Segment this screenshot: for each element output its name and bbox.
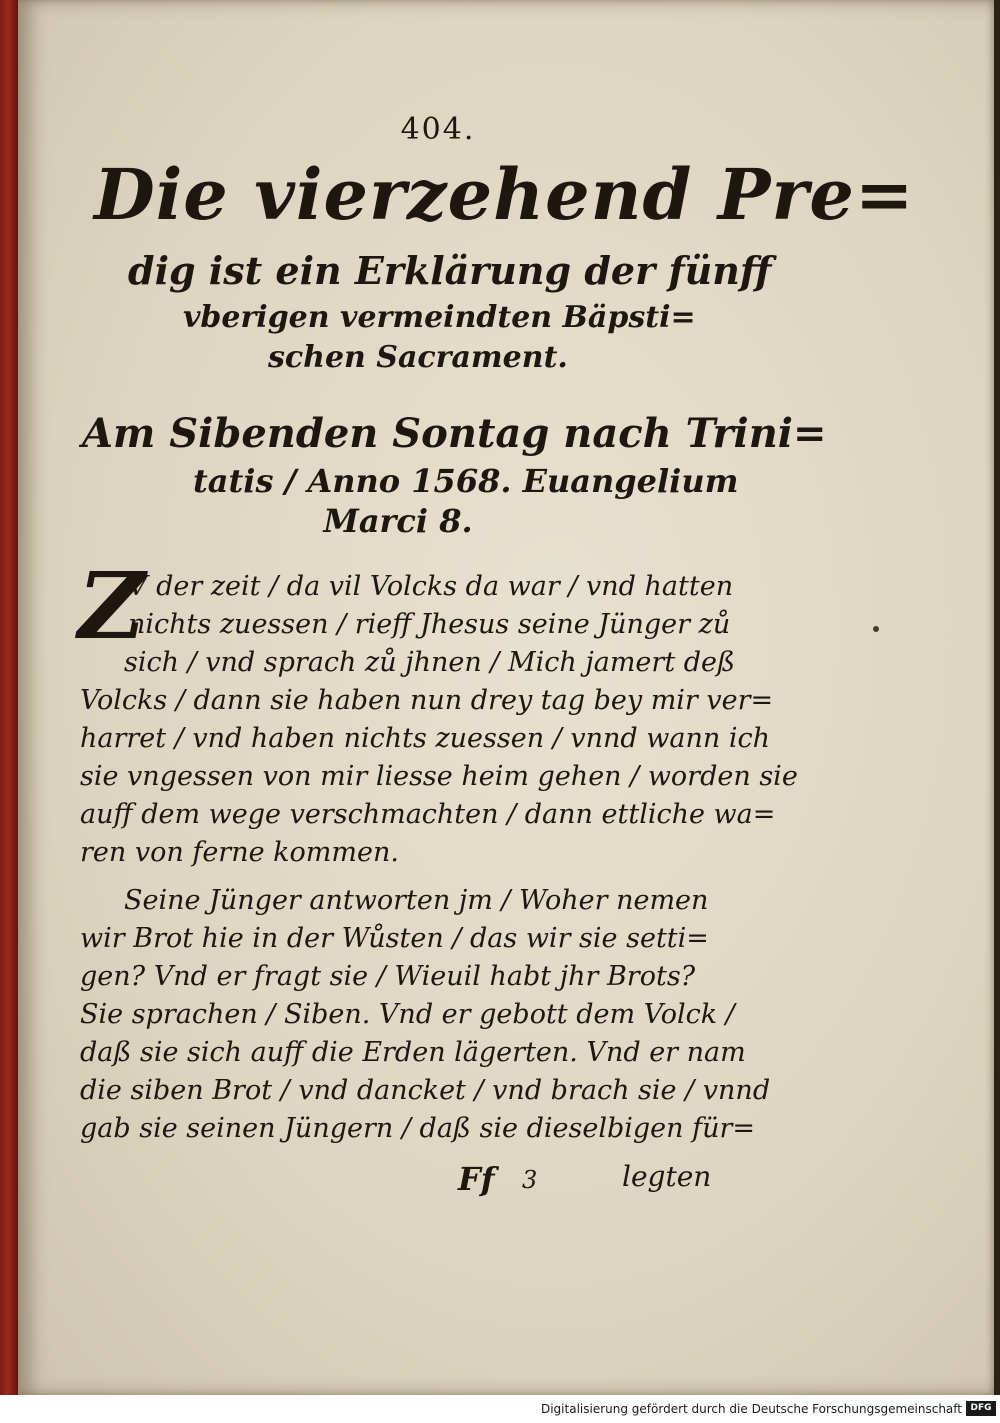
- paragraph-1-line: nichts zuessen / rieff Jhesus seine Jünger zů: [128, 609, 731, 640]
- paragraph-2-line: gen? Vnd er fragt sie / Wieuil habt jhr Brots?: [80, 961, 696, 992]
- title-line-3: vberigen vermeindten Bäpsti=: [183, 300, 696, 335]
- paragraph-2-line: Sie sprachen / Siben. Vnd er gebott dem Volck /: [80, 999, 735, 1030]
- signature-mark: Ff: [458, 1160, 495, 1198]
- paragraph-1-line: V der zeit / da vil Volcks da war / vnd hatten: [128, 571, 734, 602]
- dfg-logo: DFG: [966, 1401, 996, 1416]
- paragraph-1-line: ren von ferne kommen.: [80, 837, 399, 868]
- paragraph-1-line: sie vngessen von mir liesse heim gehen / worden sie: [80, 761, 798, 792]
- paragraph-1-line: harret / vnd haben nichts zuessen / vnnd wann ich: [80, 723, 770, 754]
- subtitle-line-3: Marci 8.: [323, 502, 473, 540]
- catchword: legten: [622, 1160, 712, 1193]
- footer-credit: Digitalisierung gefördert durch die Deutsche Forschungsgemeinschaft: [540, 1402, 962, 1416]
- page-number: 404.: [400, 112, 476, 147]
- paragraph-1-line: auff dem wege verschmachten / dann ettliche wa=: [80, 799, 776, 830]
- paragraph-2-line: die siben Brot / vnd dancket / vnd brach sie / vnnd: [80, 1075, 771, 1106]
- paragraph-1-line: Volcks / dann sie haben nun drey tag bey mir ver=: [80, 685, 774, 716]
- footer-bar: [0, 1395, 1000, 1423]
- drop-cap-initial: Z: [78, 552, 146, 660]
- signature-number: 3: [522, 1166, 538, 1194]
- title-line-2: dig ist ein Erklärung der fünff: [128, 248, 772, 293]
- paragraph-2-line: gab sie seinen Jüngern / daß sie dieselbigen für=: [80, 1113, 756, 1144]
- subtitle-line-2: tatis / Anno 1568. Euangelium: [193, 462, 739, 500]
- subtitle-line-1: Am Sibenden Sontag nach Trini=: [82, 410, 827, 457]
- title-line-4: schen Sacrament.: [268, 340, 568, 375]
- paragraph-2-line: daß sie sich auff die Erden lägerten. Vnd er nam: [80, 1037, 746, 1068]
- paragraph-1-line: sich / vnd sprach zů jhnen / Mich jamert deß: [124, 647, 736, 678]
- book-page: [18, 0, 994, 1395]
- ink-speck: [873, 626, 879, 632]
- paragraph-1: [80, 568, 798, 872]
- paragraph-2-line: wir Brot hie in der Wůsten / das wir sie setti=: [80, 923, 709, 954]
- paragraph-2: [80, 882, 771, 1148]
- title-line-1: Die vierzehend Pre=: [94, 153, 915, 236]
- book-spine: [0, 0, 18, 1395]
- paragraph-2-line: Seine Jünger antworten jm / Woher nemen: [124, 885, 709, 916]
- scan-edge: [994, 0, 1000, 1395]
